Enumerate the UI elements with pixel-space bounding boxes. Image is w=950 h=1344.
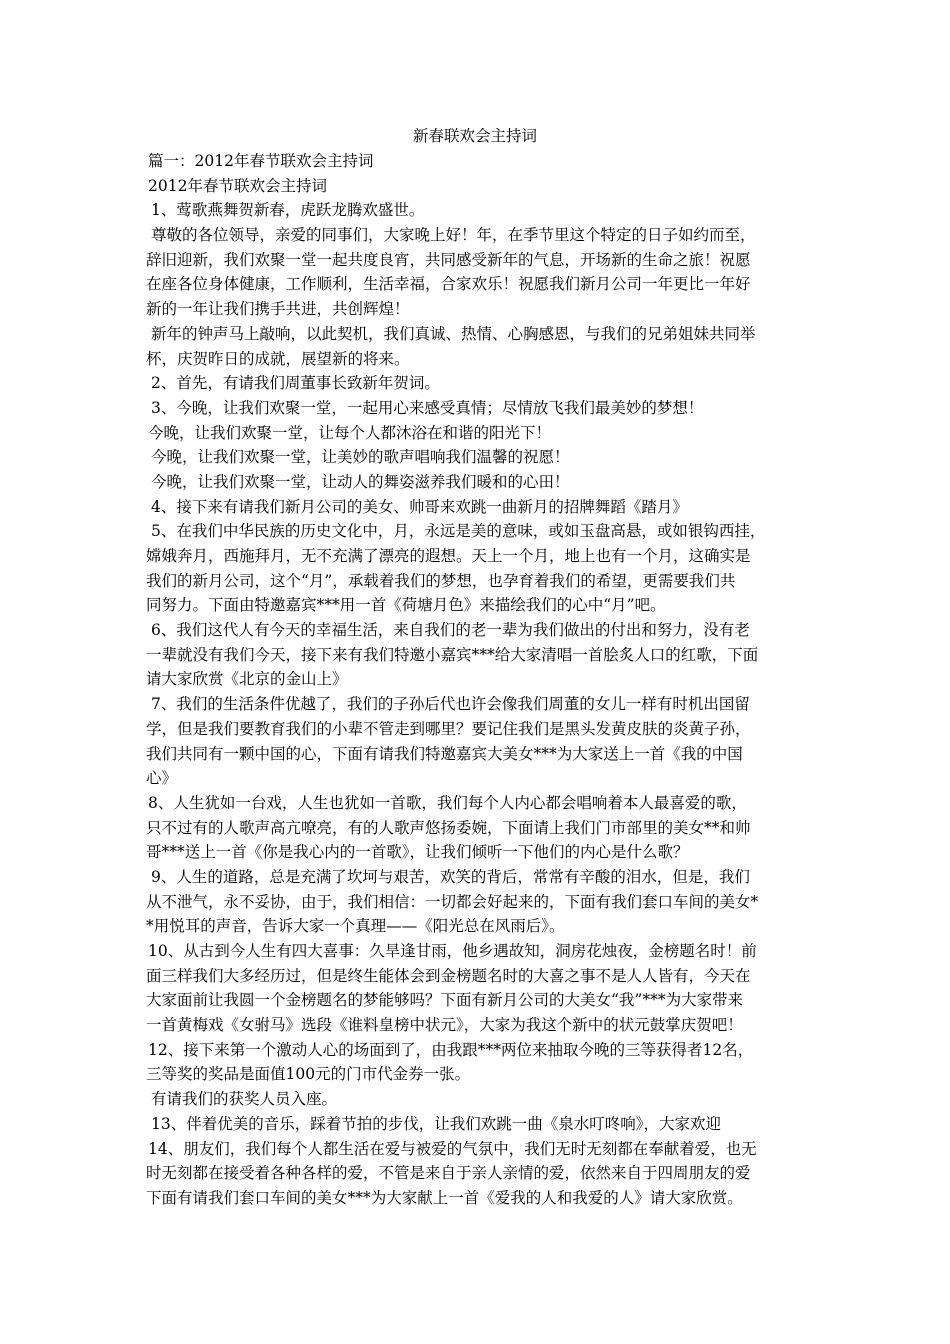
paragraph-line: 辞旧迎新，我们欢聚一堂一起共度良宵，共同感受新年的气息，开场新的生命之旅！祝愿 [146, 250, 751, 269]
paragraph-line: 我们的新月公司，这个“月”，承载着我们的梦想，也孕育着我们的希望，更需要我们共 [146, 571, 736, 590]
paragraph-line: 5、在我们中华民族的历史文化中，月，永远是美的意味，或如玉盘高悬，或如银钩西挂， [151, 522, 766, 541]
paragraph-line: 今晚，让我们欢聚一堂，让美妙的歌声唱响我们温馨的祝愿！ [151, 448, 570, 467]
paragraph-line: 10、从古到今人生有四大喜事：久旱逢甘雨，他乡遇故知，洞房花烛夜，金榜题名时！前 [148, 942, 757, 960]
paragraph-line: 有请我们的获奖人员入座。 [151, 1090, 338, 1109]
paragraph-line: 4、接下来有请我们新月公司的美女、帅哥来欢跳一曲新月的招牌舞蹈《踏月》 [151, 497, 688, 516]
paragraph-line: 同努力。下面由特邀嘉宾***用一首《荷塘月色》来描绘我们的心中“月”吧。 [146, 596, 666, 615]
paragraph-line: 今晚，让我们欢聚一堂，让每个人都沐浴在和谐的阳光下！ [148, 423, 552, 442]
paragraph-line: 2、首先，有请我们周董事长致新年贺词。 [151, 374, 440, 393]
paragraph-line: 下面有请我们套口车间的美女***为大家献上一首《爱我的人和我爱的人》请大家欣赏。 [146, 1188, 743, 1207]
paragraph-line: 14、朋友们，我们每个人都生活在爱与被爱的气氛中，我们无时无刻都在奉献着爱，也无 [148, 1139, 757, 1158]
paragraph-line: 1、莺歌燕舞贺新春，虎跃龙腾欢盛世。 [151, 201, 425, 220]
paragraph-line: 新的一年让我们携手共进，共创辉煌！ [146, 300, 410, 319]
paragraph-line: 6、我们这代人有今天的幸福生活，来自我们的老一辈为我们做出的付出和努力，没有老 [151, 621, 750, 640]
paragraph-line: 时无刻都在接受着各种各样的爱，不管是来自于亲人亲情的爱，依然来自于四周朋友的爱 [146, 1164, 751, 1183]
paragraph-line: 学，但是我们要教育我们的小辈不管走到哪里？要记住我们是黑头发黄皮肤的炎黄子孙， [146, 719, 751, 738]
paragraph-line: 8、人生犹如一台戏，人生也犹如一首歌，我们每个人内心都会唱响着本人最喜爱的歌， [148, 793, 747, 812]
paragraph-line: 杯，庆贺昨日的成就，展望新的将来。 [146, 349, 410, 368]
paragraph-line: 13、伴着优美的音乐，踩着节拍的步伐，让我们欢跳一曲《泉水叮咚响》，大家欢迎 [151, 1114, 721, 1133]
paragraph-line: 7、我们的生活条件优越了，我们的子孙后代也许会像我们周董的女儿一样有时机出国留 [151, 695, 750, 714]
document-title: 新春联欢会主持词 [412, 127, 537, 145]
paragraph-line: 面三样我们大多经历过，但是终生能体会到金榜题名时的大喜之事不是人人皆有，今天在 [146, 966, 751, 985]
paragraph-line: 大家面前让我圆一个金榜题名的梦能够吗？下面有新月公司的大美女“我”***为大家带来 [146, 991, 744, 1010]
paragraph-line: 只不过有的人歌声高亢嘹亮，有的人歌声悠扬委婉，下面请上我们门市部里的美女**和帅 [146, 818, 751, 837]
paragraph-line: 一首黄梅戏《女驸马》选段《谁料皇榜中状元》，大家为我这个新中的状元鼓掌庆贺吧！ [146, 1016, 743, 1035]
document-body [146, 149, 814, 1211]
paragraph-line: 在座各位身体健康，工作顺利，生活幸福，合家欢乐！祝愿我们新月公司一年更比一年好 [146, 275, 751, 294]
paragraph-line: 从不泄气，永不妥协，由于，我们相信：一切都会好起来的，下面有我们套口车间的美女* [146, 892, 759, 911]
paragraph-line: 一辈就没有我们今天，接下来有我们特邀小嘉宾***给大家清唱一首脍炙人口的红歌，下面 [146, 645, 759, 664]
paragraph-line: 尊敬的各位领导，亲爱的同事们，大家晚上好！年，在季节里这个特定的日子如约而至， [151, 226, 756, 245]
paragraph-line: 3、今晚，让我们欢聚一堂，一起用心来感受真情；尽情放飞我们最美妙的梦想！ [151, 398, 704, 417]
paragraph-line: 嫦娥奔月，西施拜月，无不充满了漂亮的遐想。天上一个月，地上也有一个月，这确实是 [146, 547, 751, 565]
paragraph-line: 9、人生的道路，总是充满了坎坷与艰苦，欢笑的背后，常常有辛酸的泪水，但是，我们 [151, 867, 750, 886]
paragraph-line: 心》 [146, 769, 178, 788]
paragraph-line: *用悦耳的声音，告诉大家一个真理——《阳光总在风雨后》。 [146, 917, 565, 936]
paragraph-line: 我们共同有一颗中国的心，下面有请我们特邀嘉宾大美女***为大家送上一首《我的中国 [146, 744, 743, 763]
paragraph-line: 新年的钟声马上敲响，以此契机，我们真诚、热情、心胸感恩，与我们的兄弟姐妹共同举 [151, 324, 756, 343]
paragraph-line: 今晚，让我们欢聚一堂，让动人的舞姿滋养我们暖和的心田！ [151, 472, 570, 491]
paragraph-line: 哥***送上一首《你是我心内的一首歌》，让我们倾听一下他们的内心是什么歌？ [146, 843, 689, 862]
section-heading: 篇一：2012年春节联欢会主持词 [148, 152, 374, 170]
paragraph-line: 12、接下来第一个激动人心的场面到了，由我跟***两位来抽取今晚的三等获得者12名， [148, 1040, 754, 1059]
paragraph-line: 请大家欣赏《北京的金山上》 [146, 670, 348, 689]
paragraph-line: 三等奖的奖品是面值100元的门市代金券一张。 [146, 1065, 471, 1084]
paragraph-line: 2012年春节联欢会主持词 [148, 176, 327, 195]
